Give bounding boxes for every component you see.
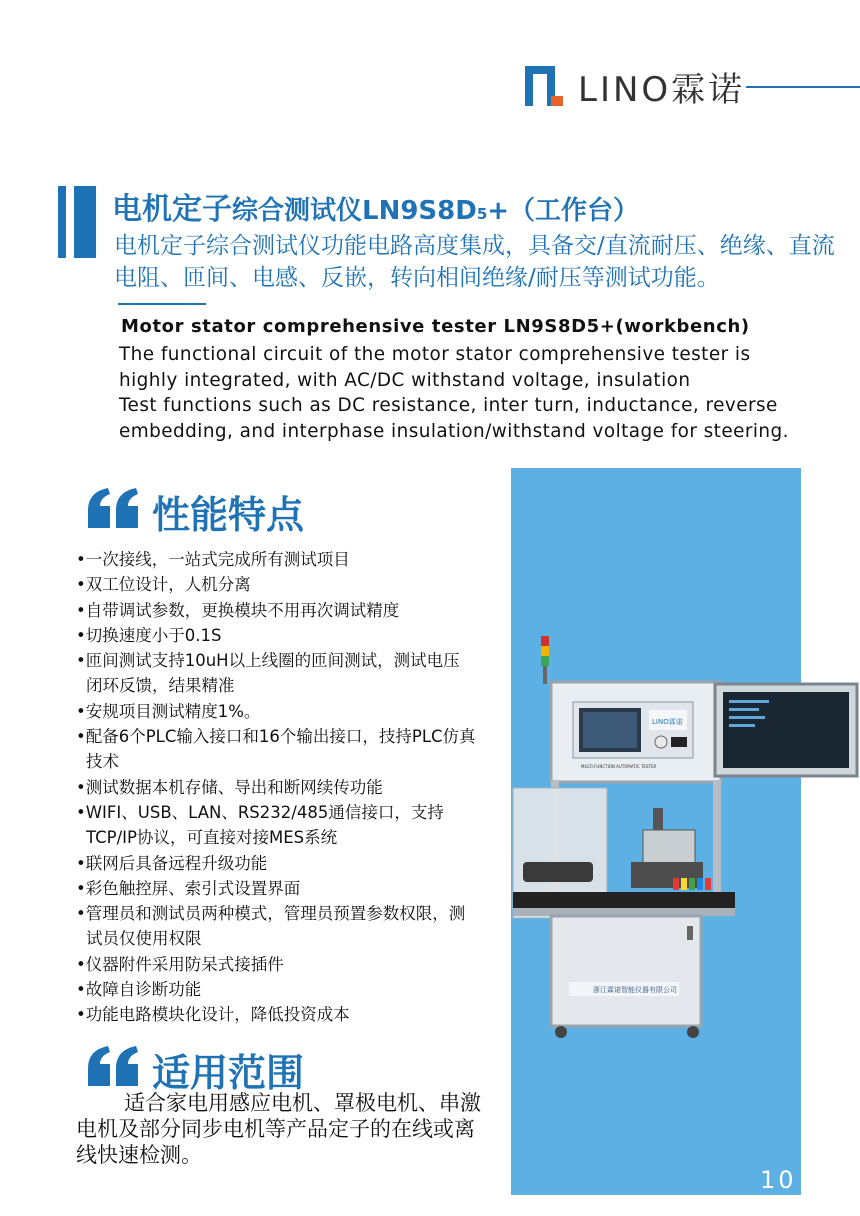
title-accent-bar-thick	[74, 186, 96, 258]
feature-item: •安规项目测试精度1%。	[76, 701, 261, 721]
brand-logo-text: LINO霖诺	[578, 70, 746, 110]
en-description-line: highly integrated, with AC/DC withstand voltage, insulation	[119, 369, 691, 391]
feature-item: •仪器附件采用防呆式接插件	[76, 954, 284, 974]
title-part-a: 电机定子	[112, 192, 232, 227]
feature-item: •功能电路模块化设计，降低投资成本	[76, 1005, 350, 1025]
title-part-c: +（工作台）	[487, 196, 640, 226]
features-list	[76, 547, 476, 1028]
quote-mark-icon	[88, 1046, 140, 1086]
quote-mark-icon	[88, 488, 140, 528]
feature-item: •匝间测试支持10uH以上线圈的匝间测试，测试电压闭环反馈，结果精准	[76, 651, 460, 696]
title-part-b: 综合测试仪LN9S8D	[232, 196, 477, 226]
en-description-line: embedding, and interphase insulation/withstand voltage for steering.	[119, 420, 789, 442]
feature-item: •一次接线，一站式完成所有测试项目	[76, 550, 350, 569]
lino-logo-icon	[525, 66, 563, 106]
en-description-line: The functional circuit of the motor stator comprehensive tester is	[119, 344, 751, 365]
scope-text: 适合家电用感应电机、罩极电机、串激电机及部分同步电机等产品定子的在线或离线快速检测。	[76, 1091, 481, 1167]
feature-item: •自带调试参数，更换模块不用再次调试精度	[76, 600, 400, 620]
section-divider	[118, 303, 206, 305]
feature-item: •彩色触控屏、索引式设置界面	[76, 878, 301, 898]
en-description	[119, 342, 854, 444]
feature-item: •联网后具备远程升级功能	[76, 853, 268, 873]
tester-workbench-illustration	[511, 630, 860, 1040]
page-number: 10	[760, 1166, 797, 1194]
feature-item: •配备6个PLC输入接口和16个输出接口，技持PLC仿真技术	[76, 727, 476, 772]
feature-item: •测试数据本机存储、导出和断网续传功能	[76, 777, 383, 797]
page-title	[112, 184, 639, 228]
machine-company-label: 浙江霖诺智能仪器有限公司	[593, 986, 677, 994]
machine-panel-brand: LINO霖诺	[652, 718, 683, 726]
scope-heading: 适用范围	[152, 1051, 305, 1095]
title-accent-bar-thin	[58, 186, 66, 258]
feature-item: •WIFI、USB、LAN、RS232/485通信接口，支持TCP/IP协议，可直接对接MES系统	[76, 802, 444, 848]
feature-item: •双工位设计，人机分离	[76, 575, 251, 595]
en-description-line: Test functions such as DC resistance, inter turn, inductance, reverse	[119, 395, 778, 416]
cn-description: 电机定子综合测试仪功能电路高度集成，具备交/直流耐压、绝缘、直流电阻、匝间、电感、反嵌，转向相间绝缘/耐压等测试功能。	[114, 233, 835, 291]
title-subscript: 5	[476, 205, 488, 223]
feature-item: •切换速度小于0.1S	[76, 625, 222, 645]
header-rule	[746, 86, 860, 88]
feature-item: •管理员和测试员两种模式，管理员预置参数权限，测试员仅使用权限	[76, 904, 466, 949]
en-title: Motor stator comprehensive tester LN9S8D5+(workbench)	[121, 316, 750, 337]
feature-item: •故障自诊断功能	[76, 980, 202, 1000]
features-heading: 性能特点	[152, 493, 305, 537]
machine-panel-caption: MULTI-FUNCTION AUTOMATIC TESTER	[581, 764, 657, 769]
